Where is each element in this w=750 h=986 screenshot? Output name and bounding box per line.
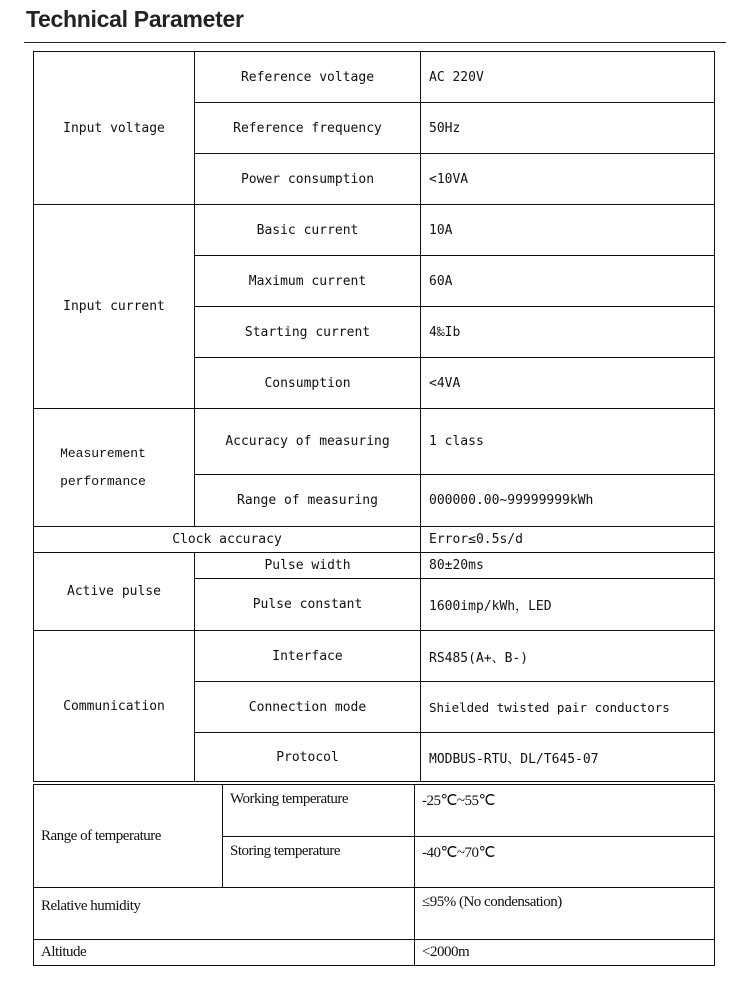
table-row xyxy=(34,527,715,553)
group-label: Input current xyxy=(34,205,195,409)
param-value: AC 220V xyxy=(421,52,715,103)
param-name: Range of measuring xyxy=(195,475,421,527)
group-label xyxy=(34,409,195,527)
param-value: 50Hz xyxy=(421,103,715,154)
param-name: Accuracy of measuring xyxy=(195,409,421,475)
param-value: 60A xyxy=(421,256,715,307)
param-value: 80±20ms xyxy=(421,553,715,579)
param-name: Interface xyxy=(195,631,421,682)
param-value: <4VA xyxy=(421,358,715,409)
environment-table xyxy=(33,784,715,966)
param-value: <2000m xyxy=(415,940,715,966)
param-name: Pulse constant xyxy=(195,579,421,631)
param-value: MODBUS-RTU、DL/T645-07 xyxy=(421,733,715,782)
param-name: Reference voltage xyxy=(195,52,421,103)
param-name: Altitude xyxy=(34,940,415,966)
param-value: 1600imp/kWh，LED xyxy=(421,579,715,631)
param-name: Basic current xyxy=(195,205,421,256)
param-value: <10VA xyxy=(421,154,715,205)
title-divider xyxy=(24,42,726,43)
param-value: 1 class xyxy=(421,409,715,475)
param-name: Protocol xyxy=(195,733,421,782)
param-name: Pulse width xyxy=(195,553,421,579)
param-value: 10A xyxy=(421,205,715,256)
param-name: Starting current xyxy=(195,307,421,358)
group-label: Input voltage xyxy=(34,52,195,205)
param-name: Reference frequency xyxy=(195,103,421,154)
parameter-table xyxy=(33,51,715,782)
param-value: RS485(A+、B-) xyxy=(421,631,715,682)
group-label-line: performance xyxy=(60,473,146,489)
group-label: Active pulse xyxy=(34,553,195,631)
table-row xyxy=(34,631,715,682)
param-value: Error≤0.5s/d xyxy=(421,527,715,553)
table-row xyxy=(34,553,715,579)
param-name: Working temperature xyxy=(223,785,415,837)
param-value: 000000.00~99999999kWh xyxy=(421,475,715,527)
table-row xyxy=(34,785,715,837)
table-row xyxy=(34,409,715,475)
param-name: Relative humidity xyxy=(34,888,415,940)
param-name: Clock accuracy xyxy=(34,527,421,553)
param-name: Power consumption xyxy=(195,154,421,205)
page-title: Technical Parameter xyxy=(26,6,244,32)
table-row xyxy=(34,205,715,256)
param-value: -40℃~70℃ xyxy=(415,837,715,888)
group-label: Range of temperature xyxy=(34,785,223,888)
group-label: Communication xyxy=(34,631,195,782)
table-row xyxy=(34,888,715,940)
param-value: -25℃~55℃ xyxy=(415,785,715,837)
table-row xyxy=(34,52,715,103)
param-name: Maximum current xyxy=(195,256,421,307)
param-value: ≤95% (No condensation) xyxy=(415,888,715,940)
param-name: Storing temperature xyxy=(223,837,415,888)
param-value: 4‰Ib xyxy=(421,307,715,358)
param-name: Connection mode xyxy=(195,682,421,733)
group-label-line: Measurement xyxy=(60,445,146,461)
param-name: Consumption xyxy=(195,358,421,409)
param-value: Shielded twisted pair conductors xyxy=(421,682,715,733)
table-row xyxy=(34,940,715,966)
